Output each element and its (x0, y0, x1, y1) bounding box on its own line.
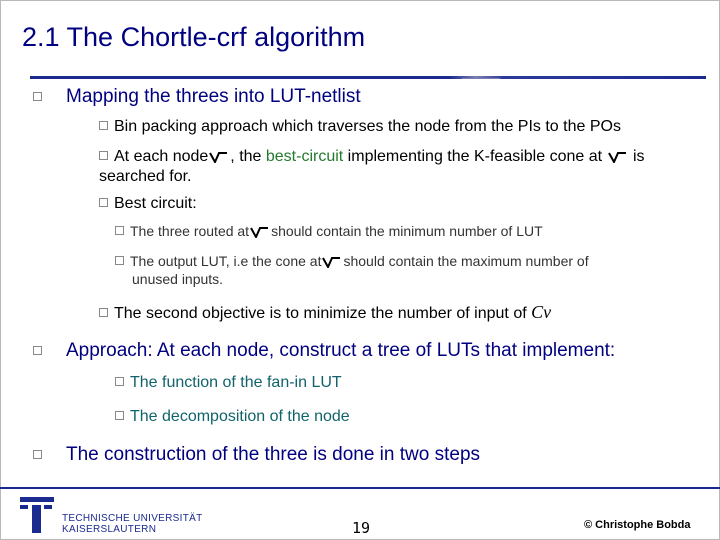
bullet-square-icon (99, 198, 108, 207)
each-node-text-b: , the (230, 148, 266, 165)
bin-packing-text: Bin packing approach which traverses the node from the PIs to the POs (114, 118, 621, 135)
sub-sub-bullet-output (115, 251, 589, 271)
each-node-text-a: At each node (114, 148, 209, 165)
sub-sub-bullet-routed (115, 221, 543, 241)
node-v-symbol-icon (249, 226, 271, 238)
bullet-approach: Approach: At each node, construct a tree of LUTs that implement: (66, 340, 616, 361)
university-name (62, 513, 203, 535)
best-circuit-highlight: best-circuit (265, 148, 344, 165)
each-node-text-d: is (628, 148, 645, 165)
sub-bullet-decomposition (115, 407, 350, 427)
output-text-b: should contain the maximum number of (343, 253, 589, 269)
bullet-square-icon (99, 121, 108, 130)
sub-bullet-each-node (99, 146, 699, 168)
page-number: 19 (352, 519, 371, 537)
bullet-square-icon (99, 308, 108, 317)
output-continuation: unused inputs. (132, 271, 224, 287)
node-v-symbol-icon (321, 256, 343, 268)
decomposition-text: The decomposition of the node (130, 408, 350, 425)
bullet-square-icon (33, 92, 42, 101)
slide-title: 2.1 The Chortle-crf algorithm (22, 22, 366, 52)
each-node-continuation: searched for. (99, 168, 192, 185)
bullet-square-icon (115, 256, 124, 265)
node-v-symbol-icon (607, 151, 629, 163)
sub-bullet-best-circuit (99, 193, 197, 215)
university-line1: TECHNISCHE UNIVERSITÄT (62, 513, 203, 524)
bullet-square-icon (33, 450, 42, 459)
sub-bullet-bin-packing (99, 116, 621, 138)
copyright: © Christophe Bobda (584, 519, 691, 531)
cv-symbol: Cv (531, 302, 552, 322)
title-underline-accent (462, 78, 500, 79)
bullet-mapping: Mapping the threes into LUT-netlist (66, 86, 361, 107)
university-line2: KAISERSLAUTERN (62, 524, 157, 535)
each-node-text-c: implementing the K-feasible cone at (343, 148, 607, 165)
fanin-text: The function of the fan-in LUT (130, 374, 342, 391)
best-circuit-text: Best circuit: (114, 195, 197, 212)
bullet-square-icon (33, 346, 42, 355)
node-v-symbol-icon (208, 151, 230, 163)
footer-divider (0, 487, 720, 489)
bullet-construction: The construction of the three is done in two steps (66, 444, 481, 465)
university-logo-icon (18, 493, 58, 535)
sub-bullet-second-objective (99, 301, 551, 325)
bullet-square-icon (115, 226, 124, 235)
routed-text-a: The three routed at (130, 223, 250, 239)
output-text-a: The output LUT, i.e the cone at (130, 253, 322, 269)
bullet-square-icon (115, 377, 124, 386)
bullet-square-icon (115, 411, 124, 420)
title-underline (30, 76, 706, 79)
sub-bullet-fanin (115, 373, 342, 393)
bullet-square-icon (99, 151, 108, 160)
second-objective-text: The second objective is to minimize the number of input of (114, 305, 532, 322)
routed-text-b: should contain the minimum number of LUT (271, 223, 543, 239)
